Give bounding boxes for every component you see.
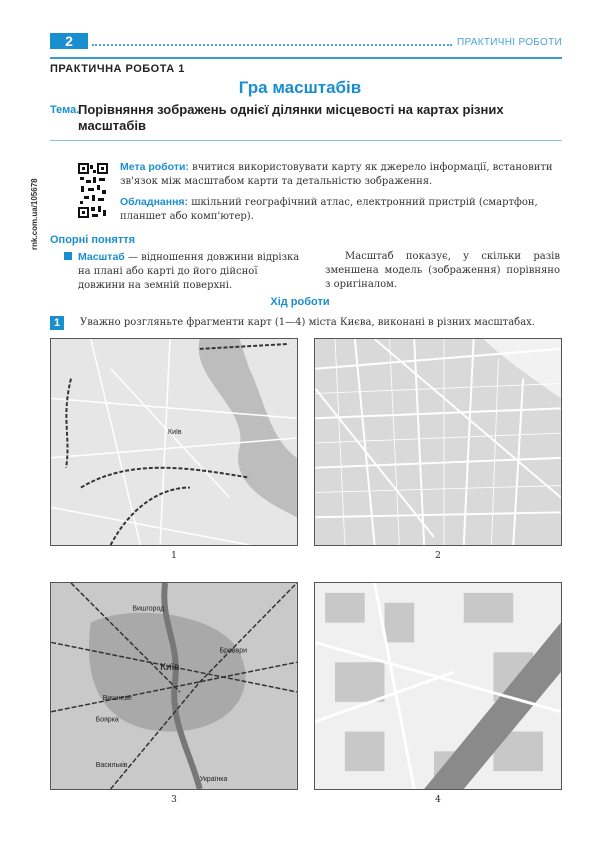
header-rule — [50, 57, 562, 59]
map-label: Вишневе — [102, 694, 132, 702]
map-label: Київ — [160, 662, 180, 674]
work-label: ПРАКТИЧНА РОБОТА 1 — [50, 63, 185, 75]
map-label: Васильків — [95, 762, 128, 770]
map-label: Бровари — [219, 647, 247, 655]
map-caption: 2 — [435, 551, 441, 561]
concept-term: Масштаб — [78, 251, 125, 263]
map-caption: 4 — [435, 795, 441, 805]
equipment — [120, 195, 560, 224]
concept-definition — [64, 250, 304, 293]
running-title: ПРАКТИЧНІ РОБОТИ — [457, 37, 562, 48]
bullet-square-icon — [64, 252, 72, 260]
concepts-heading: Опорні поняття — [50, 234, 136, 246]
concept-note: Масштаб показує, у скільки разів зменшена модель (зображення) порівняно з оригіналом. — [325, 251, 560, 290]
page-number: 2 — [50, 33, 88, 49]
procedure-heading: Хід роботи — [270, 296, 330, 308]
goal-text: вчитися використовувати карту як джерело інформації, встановити зв'язок між масштабом карти та детальністю зображення. — [120, 162, 553, 187]
map-1 — [50, 338, 298, 546]
step-text: Уважно розгляньте фрагменти карт (1—4) міста Києва, виконані в різних масштабах. — [80, 317, 535, 328]
equipment-text: шкільний географічний атлас, електронний пристрій (смартфон, планшет або комп'ютер). — [120, 197, 538, 222]
topic-text: Порівняння зображень однієї ділянки місцевості на картах різних масштабів — [78, 102, 504, 133]
divider — [50, 140, 562, 141]
step-number: 1 — [50, 316, 64, 330]
dotted-leader — [92, 44, 452, 46]
map-3 — [50, 582, 298, 790]
map-label: Боярка — [95, 716, 119, 724]
map-label: Київ — [168, 429, 182, 437]
map-caption: 1 — [171, 551, 177, 561]
goal-label: Мета роботи: — [120, 161, 189, 173]
side-link[interactable]: rnk.com.ua/105678 — [30, 178, 39, 250]
equipment-label: Обладнання: — [120, 196, 189, 208]
page-title: Гра масштабів — [238, 78, 362, 97]
map-4 — [314, 582, 562, 790]
map-2 — [314, 338, 562, 546]
map-caption: 3 — [171, 795, 177, 805]
concept-definition-text: — відношення довжини відрізка на плані або карті до його дійсної довжини на земній поверхні. — [78, 252, 300, 291]
map-label: Вишгород — [132, 605, 165, 613]
map-label: Українка — [199, 776, 228, 784]
qr-code-icon[interactable] — [78, 162, 108, 220]
topic — [50, 102, 560, 134]
topic-label: Тема. — [50, 104, 80, 116]
goal — [120, 160, 560, 189]
